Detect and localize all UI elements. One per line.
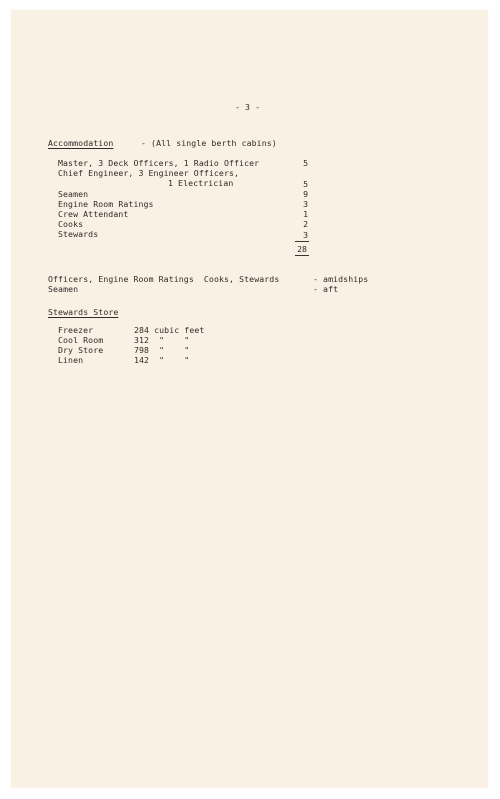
store-row-size: 798 " " xyxy=(134,345,190,355)
accommodation-row-count: 9 xyxy=(303,189,308,199)
page-number: - 3 - xyxy=(235,102,261,112)
accommodation-row-label: Master, 3 Deck Officers, 1 Radio Officer xyxy=(58,158,260,168)
accommodation-row-count: 3 xyxy=(303,199,308,209)
accommodation-row-count: 5 xyxy=(303,179,308,189)
store-row-size: 312 " " xyxy=(134,335,190,345)
accommodation-row-label: Seamen xyxy=(58,189,89,199)
accommodation-row-count: 2 xyxy=(303,219,308,229)
store-row-size: 284 cubic feet xyxy=(134,325,205,335)
store-row-size: 142 " " xyxy=(134,355,190,365)
store-row-name: Linen xyxy=(58,355,84,365)
store-row-name: Dry Store xyxy=(58,345,104,355)
accommodation-note: - (All single berth cabins) xyxy=(141,138,277,148)
accommodation-row-count: 1 xyxy=(303,209,308,219)
location-who: Seamen xyxy=(48,284,79,294)
accommodation-row-label: Chief Engineer, 3 Engineer Officers, xyxy=(58,168,240,178)
accommodation-heading: Accommodation xyxy=(48,138,114,148)
accommodation-row-count: 5 xyxy=(303,158,308,168)
document-page xyxy=(11,10,488,788)
stewards-store-heading: Stewards Store xyxy=(48,307,119,317)
accommodation-row-label: Stewards xyxy=(58,229,99,239)
location-who: Officers, Engine Room Ratings Cooks, Stewards xyxy=(48,274,280,284)
accommodation-row-label: Engine Room Ratings xyxy=(58,199,154,209)
location-where: - amidships xyxy=(313,274,369,284)
accommodation-row-label: Cooks xyxy=(58,219,84,229)
accommodation-row-label: 1 Electrician xyxy=(168,178,234,188)
total-rule-top xyxy=(295,241,309,242)
accommodation-row-label: Crew Attendant xyxy=(58,209,129,219)
accommodation-total: 28 xyxy=(297,244,307,254)
store-row-name: Cool Room xyxy=(58,335,104,345)
accommodation-row-count: 3 xyxy=(303,230,308,240)
location-where: - aft xyxy=(313,284,339,294)
total-rule-bottom xyxy=(295,255,309,256)
store-row-name: Freezer xyxy=(58,325,94,335)
